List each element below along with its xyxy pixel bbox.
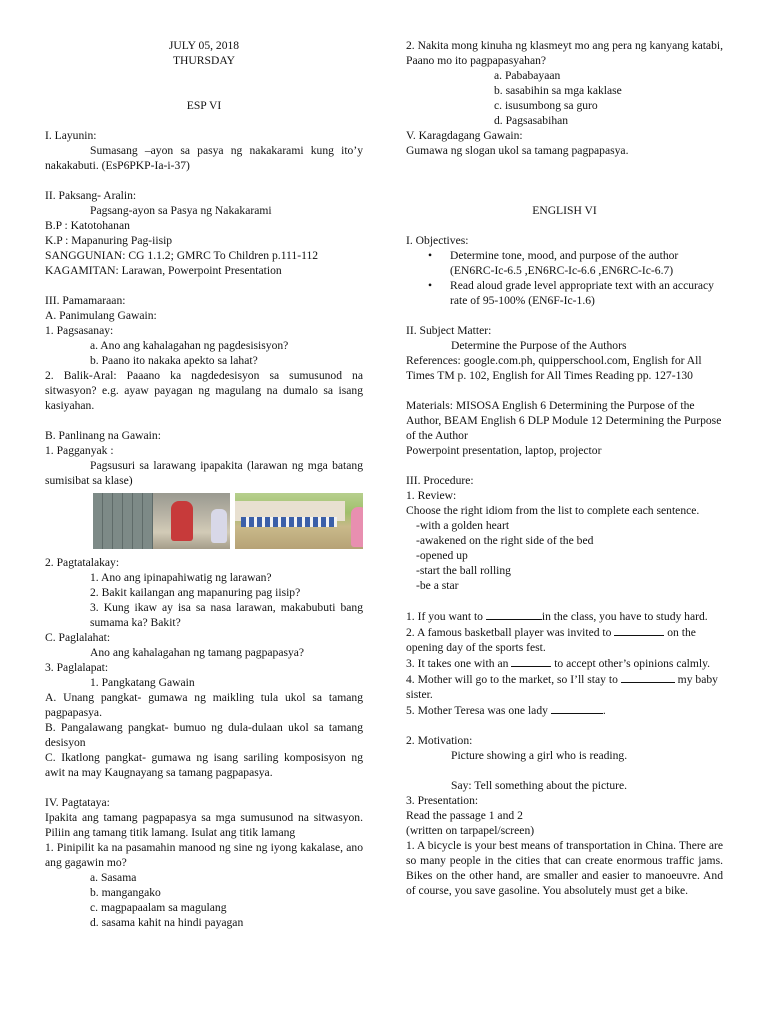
panlinang-heading: B. Panlinang na Gawain: [45, 429, 161, 442]
q1-choice-a: a. Sasama [90, 871, 137, 884]
objective-item: • Read aloud grade level appropriate text with an accuracy rate of 95-100% (EN6F-Ic-1.6) [450, 278, 723, 308]
sentence-4-start: 4. Mother will go to the market, so I’ll stay to [406, 673, 621, 686]
photo-schoolyard [235, 493, 363, 549]
balik-aral: 2. Balik-Aral: Paaano ka nagdedesisyon sa sumusunod na sitwasyon? e.g. ayaw payagan ng magulang na dumalo sa isang kasiyahan. [45, 369, 363, 412]
panimulang-heading: A. Panimulang Gawain: [45, 309, 157, 322]
q2-choice-a: a. Pababayaan [494, 69, 561, 82]
written-on-line: (written on tarpapel/screen) [406, 824, 535, 837]
sentence-5-start: 5. Mother Teresa was one lady [406, 704, 551, 717]
left-column [45, 38, 363, 930]
idiom-item: -awakened on the right side of the bed [416, 534, 594, 547]
students-row-shape [241, 517, 337, 527]
sentence-1 [406, 608, 723, 624]
motivation-heading: 2. Motivation: [406, 734, 473, 747]
pamamaraan-heading: III. Pamamaraan: [45, 294, 126, 307]
objective-item: • Determine tone, mood, and purpose of the author (EN6RC-Ic-6.5 ,EN6RC-Ic-6.6 ,EN6RC-Ic-6.7) [450, 248, 723, 278]
blank-line [621, 671, 675, 683]
pagganyak-heading: 1. Pagganyak : [45, 444, 114, 457]
passage-1: 1. A bicycle is your best means of transportation in China. There are so many people in the cities that can create enormous traffic jams. Bikes on the other hand, are smaller and easier to manoeuvre. And of course, you save gasoline. You absolutely must get a bike. [406, 839, 723, 897]
ikatlong-pangkat: C. Ikatlong pangkat- gumawa ng isang sariling komposisyon ng awit na may Kaugnayang sa tamang pagpapasya. [45, 751, 363, 779]
sentence-2 [406, 624, 723, 655]
subject-matter-title: Determine the Purpose of the Authors [451, 339, 627, 352]
say-instruction: Say: Tell something about the picture. [451, 779, 628, 792]
paglalahat-text: Ano ang kahalagahan ng tamang pagpapasya? [90, 646, 305, 659]
student-shape [211, 509, 227, 543]
layunin-heading: I. Layunin: [45, 129, 97, 142]
lockers-shape [93, 493, 153, 549]
karagdagang-text: Gumawa ng slogan ukol sa tamang pagpapasya. [406, 144, 629, 157]
subject-title-english: ENGLISH VI [532, 204, 597, 217]
pagsasanay-heading: 1. Pagsasanay: [45, 324, 114, 337]
running-student-shape [171, 501, 193, 541]
sentence-5 [406, 702, 723, 718]
q1-choice-d: d. sasama kahit na hindi payagan [90, 916, 244, 929]
presentation-heading: 3. Presentation: [406, 794, 479, 807]
idiom-item: -be a star [416, 579, 459, 592]
kagamitan-line: KAGAMITAN: Larawan, Powerpoint Presentation [45, 264, 282, 277]
paglalahat-heading: C. Paglalahat: [45, 631, 111, 644]
pagtatalakay-q3: 3. Kung ikaw ay isa sa nasa larawan, makabubuti bang sumama ka? Bakit? [90, 601, 363, 629]
paksang-title: Pagsang-ayon sa Pasya ng Nakakarami [90, 204, 272, 217]
blank-line [511, 655, 551, 667]
kp-line: K.P : Mapanuring Pag-iisip [45, 234, 173, 247]
sentence-2-end: on the opening day of the sports fest. [406, 626, 696, 654]
pagsasanay-b: b. Paano ito nakaka apekto sa lahat? [90, 354, 258, 367]
paksang-heading: II. Paksang- Aralin: [45, 189, 137, 202]
idiom-item: -opened up [416, 549, 468, 562]
subject-matter-heading: II. Subject Matter: [406, 324, 492, 337]
q2-choice-c: c. isusumbong sa guro [494, 99, 598, 112]
sentence-4-end: my baby sister. [406, 673, 718, 701]
q1-choice-b: b. mangangako [90, 886, 161, 899]
sentence-3-start: 3. It takes one with an [406, 657, 512, 670]
pagganyak-text: Pagsusuri sa larawang ipapakita (larawan ng mga batang sumisibat sa klase) [45, 459, 363, 487]
sanggunian-line: SANGGUNIAN: CG 1.1.2; GMRC To Children p.111-112 [45, 249, 319, 262]
question-1: 1. Pinipilit ka na pasamahin manood ng sine ng iyong kakalase, ano ang gagawin mo? [45, 841, 363, 869]
sentence-4 [406, 671, 723, 702]
objectives-heading: I. Objectives: [406, 234, 469, 247]
photo-students-hallway [93, 493, 230, 549]
q2-choice-b: b. sasabihin sa mga kaklase [494, 84, 622, 97]
q1-choice-c: c. magpapaalam sa magulang [90, 901, 227, 914]
materials-line-2: Powerpoint presentation, laptop, projector [406, 444, 602, 457]
read-passage-line: Read the passage 1 and 2 [406, 809, 523, 822]
blank-line [551, 702, 603, 714]
pagsasanay-a: a. Ano ang kahalagahan ng pagdesisisyon? [90, 339, 289, 352]
pagtatalakay-q1: 1. Ano ang ipinapahiwatig ng larawan? [90, 571, 272, 584]
question-2: 2. Nakita mong kinuha ng klasmeyt mo ang pera ng kanyang katabi, Paano mo ito pagpapasyahan? [406, 39, 723, 67]
unang-pangkat: A. Unang pangkat- gumawa ng maikling tula ukol sa tamang pagpapasya. [45, 691, 363, 719]
pagtataya-text: Ipakita ang tamang pagpapasya sa mga sumusunod na sitwasyon. Piliin ang tamang titik lamang. Isulat ang titik lamang [45, 811, 363, 839]
subject-title-esp: ESP VI [186, 99, 222, 112]
objectives-list [406, 248, 723, 308]
materials-line: Materials: MISOSA English 6 Determining the Purpose of the Author, BEAM English 6 DLP Module 12 Determining the Purpose of the Author [406, 399, 722, 442]
layunin-text: Sumasang –ayon sa pasya ng nakakarami kung ito’y nakakabuti. (EsP6PKP-Ia-i-37) [45, 144, 363, 172]
girl-shape [351, 507, 363, 547]
pagtataya-heading: IV. Pagtataya: [45, 796, 110, 809]
lesson-photos [93, 493, 363, 549]
blank-line [486, 608, 542, 620]
sentence-1-start: 1. If you want to [406, 610, 486, 623]
sentence-3-end: to accept other’s opinions calmly. [551, 657, 711, 670]
sentence-3 [406, 655, 723, 671]
review-instructions: Choose the right idiom from the list to complete each sentence. [406, 504, 700, 517]
sentence-2-start: 2. A famous basketball player was invited to [406, 626, 615, 639]
pagtatalakay-q2: 2. Bakit kailangan ang mapanuring pag iisip? [90, 586, 301, 599]
references-line: References: google.com.ph, quipperschool.com, English for All Times TM p. 102, English for All Times Reading pp. 127-130 [406, 354, 702, 382]
pangalawang-pangkat: B. Pangalawang pangkat- bumuo ng dula-dulaan ukol sa tamang desisyon [45, 721, 363, 749]
review-heading: 1. Review: [406, 489, 457, 502]
blank-line [614, 624, 664, 636]
karagdagang-heading: V. Karagdagang Gawain: [406, 129, 523, 142]
idiom-item: -with a golden heart [416, 519, 510, 532]
motivation-text: Picture showing a girl who is reading. [451, 749, 628, 762]
paglalapat-heading: 3. Paglalapat: [45, 661, 109, 674]
sentence-5-end: . [602, 704, 606, 717]
bp-line: B.P : Katotohanan [45, 219, 130, 232]
q2-choice-d: d. Pagsasabihan [494, 114, 569, 127]
right-column [406, 38, 723, 898]
pangkatang-gawain: 1. Pangkatang Gawain [90, 676, 195, 689]
sentence-1-end: in the class, you have to study hard. [541, 610, 708, 623]
procedure-heading: III. Procedure: [406, 474, 474, 487]
lesson-date: JULY 05, 2018 [168, 39, 240, 52]
idiom-item: -start the ball rolling [416, 564, 511, 577]
lesson-day: THURSDAY [172, 54, 236, 67]
pagtatalakay-heading: 2. Pagtatalakay: [45, 556, 120, 569]
